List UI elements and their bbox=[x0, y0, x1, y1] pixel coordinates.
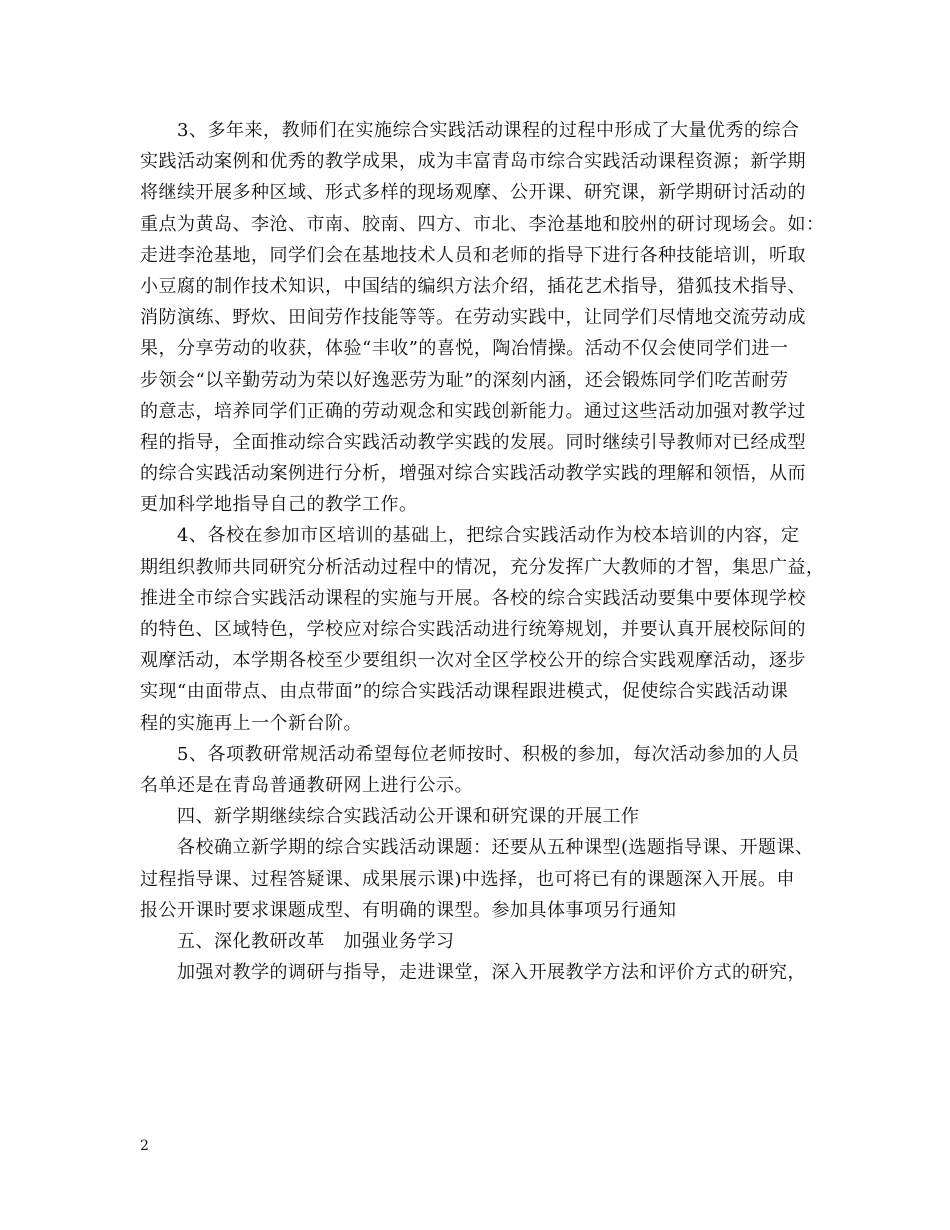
text-line: 小豆腐的制作技术知识，中国结的编织方法介绍，插花艺术指导，猎狐技术指导、 bbox=[140, 275, 806, 297]
text-line: 走进李沧基地，同学们会在基地技术人员和老师的指导下进行各种技能培训，听取 bbox=[140, 244, 806, 266]
text-line: 3、多年来，教师们在实施综合实践活动课程的过程中形成了大量优秀的综合 bbox=[140, 120, 800, 141]
page-number: 2 bbox=[140, 1138, 149, 1154]
text-line: 实践活动案例和优秀的教学成果，成为丰富青岛市综合实践活动课程资源；新学期 bbox=[140, 151, 806, 173]
text-line: 加强对教学的调研与指导，走进课堂，深入开展教学方法和评价方式的研究， bbox=[140, 962, 806, 984]
text-line: 实现“由面带点、由点带面”的综合实践活动课程跟进模式，促使综合实践活动课 bbox=[140, 681, 789, 703]
text-line: 名单还是在青岛普通教研网上进行公示。 bbox=[140, 774, 473, 796]
text-line: 观摩活动，本学期各校至少要组织一次对全区学校公开的综合实践观摩活动，逐步 bbox=[140, 650, 806, 672]
text-line: 4、各校在参加市区培训的基础上，把综合实践活动作为校本培训的内容，定 bbox=[140, 525, 800, 547]
text-line: 推进全市综合实践活动课程的实施与开展。各校的综合实践活动要集中要体现学校 bbox=[140, 587, 806, 609]
text-line: 各校确立新学期的综合实践活动课题：还要从五种课型(选题指导课、开题课、 bbox=[140, 837, 814, 859]
text-line: 将继续开展多种区域、形式多样的现场观摩、公开课、研究课，新学期研讨活动的 bbox=[140, 182, 806, 204]
text-line: 的特色、区域特色，学校应对综合实践活动进行统筹规划，并要认真开展校际间的 bbox=[140, 619, 806, 640]
text-line: 程的指导，全面推动综合实践活动教学实践的发展。同时继续引导教师对已经成型 bbox=[140, 431, 806, 453]
text-line: 步领会“以辛勤劳动为荣以好逸恶劳为耻”的深刻内涵，还会锻炼同学们吃苦耐劳 bbox=[140, 369, 789, 391]
text-line: 的综合实践活动案例进行分析，增强对综合实践活动教学实践的理解和领悟，从而 bbox=[140, 463, 806, 485]
text-line: 重点为黄岛、李沧、市南、胶南、四方、市北、李沧基地和胶州的研讨现场会。如： bbox=[140, 213, 825, 235]
section-heading: 五、深化教研改革 加强业务学习 bbox=[140, 930, 455, 952]
text-line: 报公开课时要求课题成型、有明确的课型。参加具体事项另行通知 bbox=[140, 899, 677, 921]
text-line: 果，分享劳动的收获，体验“丰收”的喜悦，陶冶情操。活动不仅会使同学们进一 bbox=[140, 338, 789, 360]
body-text bbox=[140, 115, 830, 988]
text-line: 消防演练、野炊、田间劳作技能等等。在劳动实践中，让同学们尽情地交流劳动成 bbox=[140, 307, 806, 329]
text-line: 的意志，培养同学们正确的劳动观念和实践创新能力。通过这些活动加强对教学过 bbox=[140, 400, 806, 422]
text-line: 更加科学地指导自己的教学工作。 bbox=[140, 494, 418, 516]
text-line: 过程指导课、过程答疑课、成果展示课)中选择，也可将已有的课题深入开展。申 bbox=[140, 868, 796, 890]
section-heading: 四、新学期继续综合实践活动公开课和研究课的开展工作 bbox=[140, 806, 640, 828]
text-line: 期组织教师共同研究分析活动过程中的情况，充分发挥广大教师的才智，集思广益， bbox=[140, 556, 825, 578]
text-line: 程的实施再上一个新台阶。 bbox=[140, 712, 362, 734]
text-line: 5、各项教研常规活动希望每位老师按时、积极的参加，每次活动参加的人员 bbox=[140, 743, 800, 765]
